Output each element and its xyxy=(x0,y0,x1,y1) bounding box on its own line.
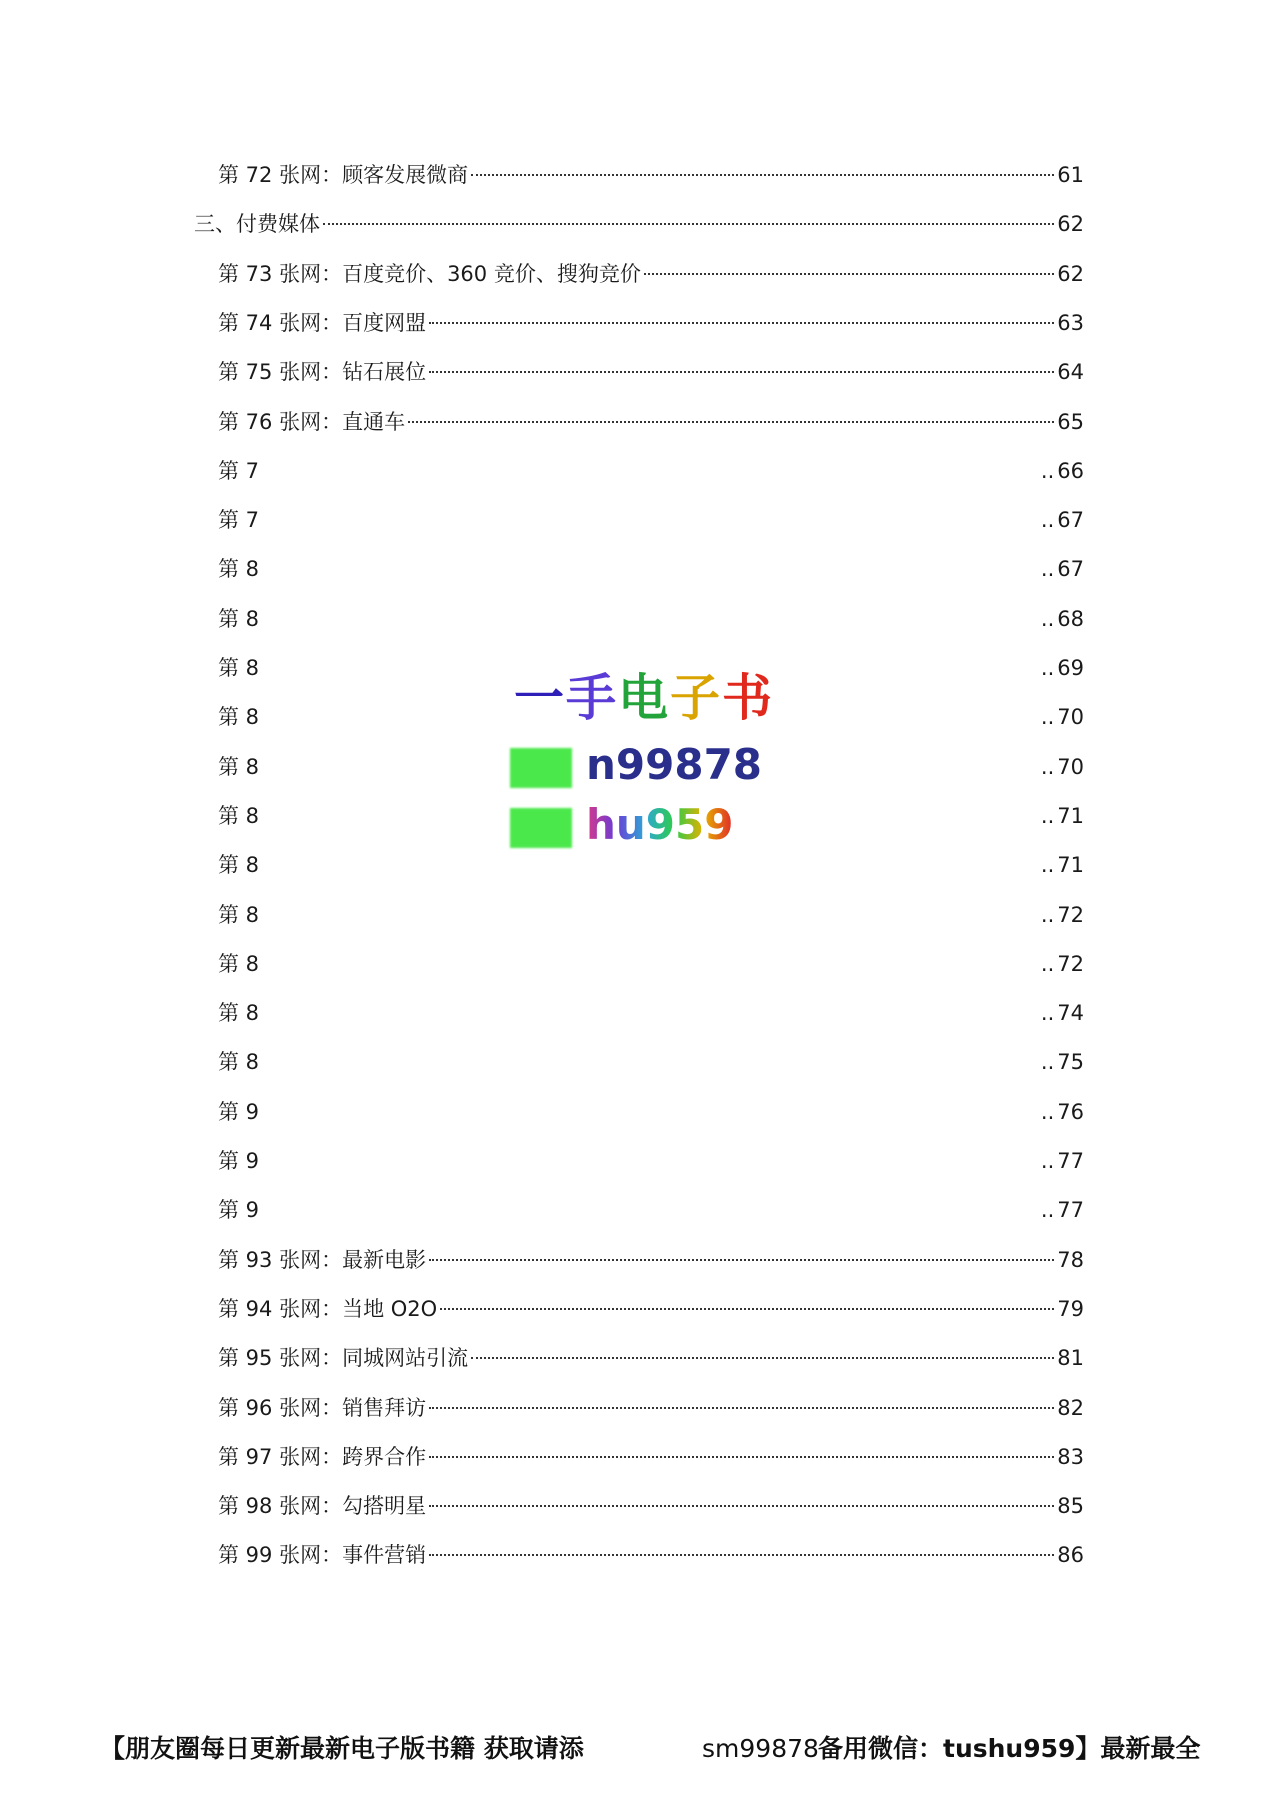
toc-entry-page: 82 xyxy=(1057,1396,1084,1420)
toc-entry-title: 第 9 xyxy=(218,1100,260,1124)
toc-entry-title: 第 95 张网：同城网站引流 xyxy=(218,1346,469,1370)
toc-entry-page: .. 71 xyxy=(1041,850,1084,880)
watermark-char: 子 xyxy=(670,669,722,727)
toc-entry-title: 第 8 xyxy=(218,607,260,631)
footer-banner xyxy=(100,1732,1201,1766)
toc-entry xyxy=(218,407,1084,437)
toc-entry-page: .. 71 xyxy=(1041,801,1084,831)
toc-leader-dots xyxy=(429,1554,1054,1556)
toc-entry xyxy=(218,1245,1084,1275)
toc-leader-dots xyxy=(429,1407,1054,1409)
toc-entry xyxy=(218,998,1084,1028)
toc-entry-title: 第 9 xyxy=(218,1198,260,1222)
toc-entry xyxy=(218,1146,1084,1176)
toc-entry-title: 第 72 张网：顾客发展微商 xyxy=(218,163,469,187)
toc-entry xyxy=(218,259,1084,289)
toc-entry-title: 第 8 xyxy=(218,755,260,779)
toc-entry-title: 第 98 张网：勾搭明星 xyxy=(218,1494,427,1518)
toc-entry-page: .. 68 xyxy=(1041,604,1084,634)
toc-entry-title: 第 8 xyxy=(218,952,260,976)
toc-entry-title: 第 7 xyxy=(218,508,260,532)
toc-entry-page: 81 xyxy=(1057,1346,1084,1370)
toc-leader-dots xyxy=(323,223,1054,225)
toc-entry-page: 62 xyxy=(1057,262,1084,286)
watermark-char: 手 xyxy=(566,669,618,727)
toc-entry-page: 78 xyxy=(1057,1248,1084,1272)
wechat-icon xyxy=(510,748,572,788)
toc-entry xyxy=(218,1491,1084,1521)
toc-entry xyxy=(218,1047,1084,1077)
toc-entry-page: .. 76 xyxy=(1041,1097,1084,1127)
toc-entry-title: 第 8 xyxy=(218,656,260,680)
toc-entry-page: 79 xyxy=(1057,1297,1084,1321)
toc-entry xyxy=(218,949,1084,979)
toc-entry-title: 第 75 张网：钻石展位 xyxy=(218,360,427,384)
toc-entry-page: .. 77 xyxy=(1041,1146,1084,1176)
toc-entry-page: .. 70 xyxy=(1041,752,1084,782)
toc-entry-title: 第 9 xyxy=(218,1149,260,1173)
watermark-line-1-text: n99878 xyxy=(586,740,763,789)
watermark-char: 一 xyxy=(514,669,566,727)
toc-entry-title: 第 94 张网：当地 O2O xyxy=(218,1297,438,1321)
footer-text-1: 【朋友圈每日更新最新电子版书籍 获取请添 xyxy=(100,1734,584,1763)
toc-entry-page: .. 67 xyxy=(1041,554,1084,584)
toc-entry-title: 第 76 张网：直通车 xyxy=(218,410,406,434)
toc-entry xyxy=(218,1540,1084,1570)
toc-entry-page: 65 xyxy=(1057,410,1084,434)
toc-leader-dots xyxy=(471,174,1054,176)
toc-entry xyxy=(218,554,1084,584)
toc-entry xyxy=(218,1097,1084,1127)
toc-entry xyxy=(194,209,1084,239)
toc-entry-page: 83 xyxy=(1057,1445,1084,1469)
toc-entry xyxy=(218,357,1084,387)
toc-entry-title: 第 99 张网：事件营销 xyxy=(218,1543,427,1567)
toc-entry-title: 第 8 xyxy=(218,853,260,877)
toc-entry xyxy=(218,1442,1084,1472)
toc-entry-page: 86 xyxy=(1057,1543,1084,1567)
toc-leader-dots xyxy=(440,1308,1054,1310)
toc-entry xyxy=(218,1195,1084,1225)
toc-entry xyxy=(218,604,1084,634)
watermark xyxy=(500,668,800,868)
toc-entry-page: 63 xyxy=(1057,311,1084,335)
footer-text-2: sm99878 xyxy=(702,1734,819,1763)
toc-entry-title: 第 8 xyxy=(218,903,260,927)
toc-entry-title: 第 8 xyxy=(218,1001,260,1025)
toc-entry-title: 第 8 xyxy=(218,557,260,581)
toc-entry-title: 第 96 张网：销售拜访 xyxy=(218,1396,427,1420)
toc-entry-page: 85 xyxy=(1057,1494,1084,1518)
toc-entry-page: .. 67 xyxy=(1041,505,1084,535)
toc-entry-title: 第 93 张网：最新电影 xyxy=(218,1248,427,1272)
toc-leader-dots xyxy=(471,1357,1054,1359)
toc-entry-page: .. 72 xyxy=(1041,949,1084,979)
toc-leader-dots xyxy=(644,273,1054,275)
toc-entry-title: 第 7 xyxy=(218,459,260,483)
toc-entry xyxy=(218,160,1084,190)
toc-entry-title: 第 8 xyxy=(218,705,260,729)
watermark-line-1 xyxy=(510,740,762,790)
toc-entry-page: .. 74 xyxy=(1041,998,1084,1028)
wechat-icon xyxy=(510,808,572,848)
toc-entry-page: .. 69 xyxy=(1041,653,1084,683)
toc-entry-page: 61 xyxy=(1057,163,1084,187)
toc-leader-dots xyxy=(429,1456,1054,1458)
toc-entry-page: 64 xyxy=(1057,360,1084,384)
toc-entry-title: 第 8 xyxy=(218,804,260,828)
watermark-char: 书 xyxy=(722,669,774,727)
toc-entry-page: .. 72 xyxy=(1041,900,1084,930)
watermark-char: 电 xyxy=(618,669,670,727)
toc-entry-title: 第 74 张网：百度网盟 xyxy=(218,311,427,335)
toc-leader-dots xyxy=(429,322,1054,324)
toc-entry-title: 三、付费媒体 xyxy=(194,212,320,236)
toc-entry-title: 第 8 xyxy=(218,1050,260,1074)
toc-entry-title: 第 73 张网：百度竞价、360 竞价、搜狗竞价 xyxy=(218,262,641,286)
toc-leader-dots xyxy=(429,371,1054,373)
watermark-line-2 xyxy=(510,800,733,850)
toc-leader-dots xyxy=(429,1505,1054,1507)
toc-entry-page: .. 66 xyxy=(1041,456,1084,486)
toc-leader-dots xyxy=(429,1259,1054,1261)
toc-entry xyxy=(218,1343,1084,1373)
toc-entry xyxy=(218,505,1084,535)
toc-leader-dots xyxy=(408,421,1054,423)
toc-entry xyxy=(218,900,1084,930)
toc-entry xyxy=(218,456,1084,486)
toc-entry-page: .. 75 xyxy=(1041,1047,1084,1077)
toc-entry xyxy=(218,1294,1084,1324)
watermark-title xyxy=(514,668,774,728)
toc-entry-title: 第 97 张网：跨界合作 xyxy=(218,1445,427,1469)
toc-entry-page: .. 70 xyxy=(1041,702,1084,732)
toc-entry-page: .. 77 xyxy=(1041,1195,1084,1225)
watermark-line-2-text: hu959 xyxy=(586,800,734,849)
toc-entry xyxy=(218,1393,1084,1423)
toc-entry-page: 62 xyxy=(1057,212,1084,236)
footer-text-3: 备用微信：tushu959】最新最全 xyxy=(818,1734,1201,1763)
toc-entry xyxy=(218,308,1084,338)
